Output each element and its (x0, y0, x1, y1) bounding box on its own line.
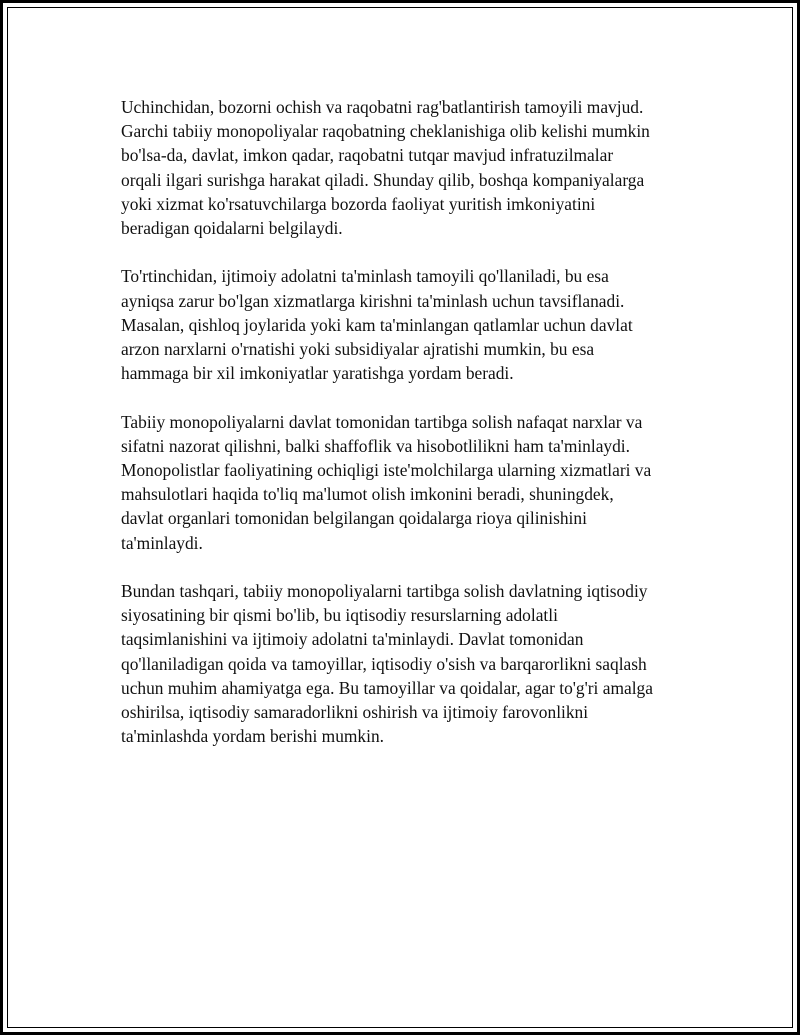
paragraph-4: Bundan tashqari, tabiiy monopoliyalarni tartibga solish davlatning iqtisodiy siyosatining bir qismi bo'lib, bu iqtisodiy resurslarning adolatli taqsimlanishini va ijtimoiy adolatni ta'minlaydi. Davlat tomonidan qo'llaniladigan qoida va tamoyillar, iqtisodiy o'sish va barqarorlikni saqlash uchun muhim ahamiyatga ega. Bu tamoyillar va qoidalar, agar to'g'ri amalga oshirilsa, iqtisodiy samaradorlikni oshirish va ijtimoiy farovonlikni ta'minlashda yordam berishi mumkin. (121, 581, 653, 747)
paragraph-1: Uchinchidan, bozorni ochish va raqobatni rag'batlantirish tamoyili mavjud. Garchi tabiiy monopoliyalar raqobatning cheklanishiga olib kelishi mumkin bo'lsa-da, davlat, imkon qadar, raqobatni tutqar mavjud infratuzilmalar orqali ilgari surishga harakat qiladi. Shunday qilib, boshqa kompaniyalarga yoki xizmat ko'rsatuvchilarga bozorda faoliyat yuritish imkoniyatini beradigan qoidalarni belgilaydi. (121, 97, 650, 239)
paragraph-2: To'rtinchidan, ijtimoiy adolatni ta'minlash tamoyili qo'llaniladi, bu esa ayniqsa zarur bo'lgan xizmatlarga kirishni ta'minlash uchun tavsiflanadi. Masalan, qishloq joylarida yoki kam ta'minlangan qatlamlar uchun davlat arzon narxlarni o'rnatishi yoki subsidiyalar ajratishi mumkin, bu esa hammaga bir xil imkoniyatlar yaratishga yordam beradi. (121, 266, 633, 384)
paragraph-3: Tabiiy monopoliyalarni davlat tomonidan tartibga solish nafaqat narxlar va sifatni nazorat qilishni, balki shaffoflik va hisobotlilikni ham ta'minlaydi. Monopolistlar faoliyatining ochiqligi iste'molchilarga ularning xizmatlari va mahsulotlari haqida to'liq ma'lumot olish imkonini beradi, shuningdek, davlat organlari tomonidan belgilangan qoidalarga rioya qilinishini ta'minlaydi. (121, 411, 652, 553)
document-body (121, 95, 711, 773)
